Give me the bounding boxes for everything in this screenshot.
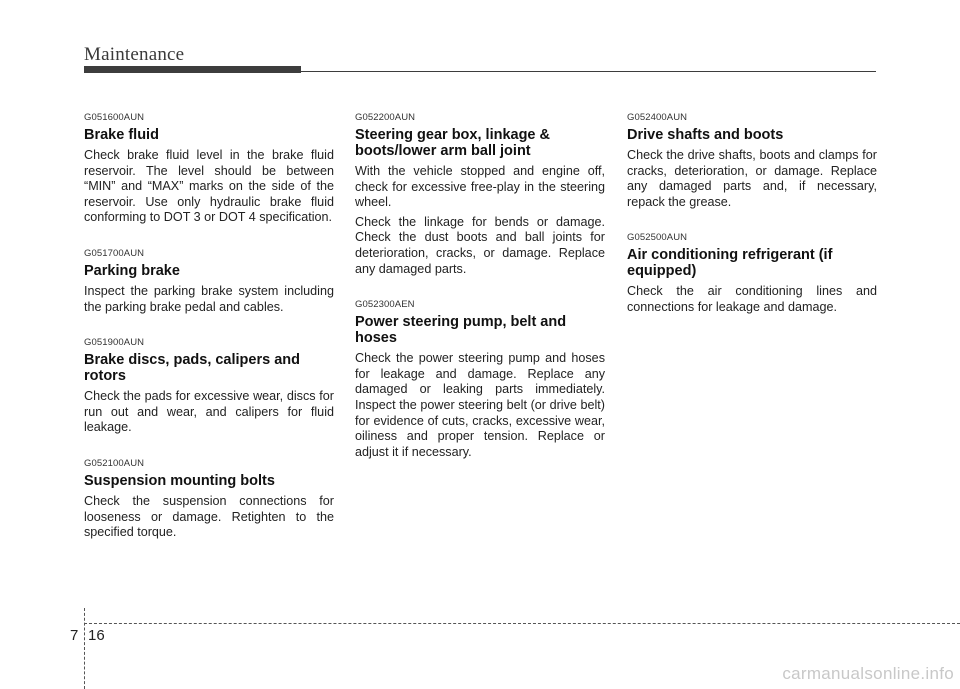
section-heading: Steering gear box, linkage & boots/lower arm ball joint [355, 127, 550, 159]
section-steering-gear [355, 112, 605, 277]
section-paragraph: Check the pads for excessive wear, discs for run out and wear, and calipers for fluid leakage. [84, 389, 334, 435]
section-heading: Power steering pump, belt and hoses [355, 314, 567, 347]
section-heading: Parking brake [84, 262, 180, 279]
page-number: 16 [88, 627, 105, 644]
column-3 [627, 112, 877, 338]
watermark: carmanualsonline.info [782, 664, 954, 683]
page-header-title: Maintenance [84, 44, 185, 65]
section-paragraph: Check the air conditioning lines and connections for leakage and damage. [627, 284, 877, 314]
section-heading: Air conditioning refrigerant (if equipped) [627, 247, 833, 280]
section-heading: Drive shafts and boots [627, 127, 784, 143]
section-code: G052200AUN [355, 112, 416, 123]
footer-rule [84, 623, 960, 624]
section-paragraph: Check the linkage for bends or damage. Check the dust boots and ball joints for deterioration, cracks, or damage. Replace any damaged parts. [355, 214, 605, 276]
section-paragraph: Check the power steering pump and hoses for leakage and damage. Replace any damaged or leaking parts immediately. Inspect the power steering belt (or drive belt) for evidence of cuts, cracks, excessive wear, oiliness and proper tension. Replace or adjust it if necessary. [355, 351, 605, 459]
chapter-number: 7 [70, 627, 79, 644]
section-code: G051900AUN [84, 337, 145, 349]
header-bar [84, 66, 301, 73]
section-drive-shafts [627, 112, 877, 210]
section-paragraph: Check brake fluid level in the brake fluid reservoir. The level should be between “MIN” and “MAX” marks on the side of the reservoir. Use only hydraulic brake fluid conforming to DOT 3 or DOT 4 specification. [84, 148, 334, 225]
section-heading: Suspension mounting bolts [84, 472, 275, 489]
header-rule [301, 71, 876, 72]
section-parking-brake [84, 248, 334, 315]
section-paragraph: Check the suspension connections for looseness or damage. Retighten to the specified torque. [84, 493, 334, 540]
section-paragraph: With the vehicle stopped and engine off, check for excessive free-play in the steering wheel. [355, 164, 605, 210]
section-code: G052400AUN [627, 112, 688, 123]
footer-vertical-rule [84, 608, 85, 689]
section-air-conditioning [627, 232, 877, 315]
section-brake-discs [84, 337, 334, 436]
column-2 [355, 112, 605, 482]
column-1 [84, 112, 334, 563]
section-code: G052300AEN [355, 299, 415, 311]
section-code: G051700AUN [84, 247, 145, 259]
section-code: G052500AUN [627, 232, 688, 244]
section-code: G052100AUN [84, 457, 145, 469]
section-heading: Brake fluid [84, 127, 159, 143]
section-power-steering [355, 299, 605, 460]
section-heading: Brake discs, pads, calipers and rotors [84, 352, 300, 385]
section-suspension-bolts [84, 458, 334, 541]
section-brake-fluid [84, 112, 334, 226]
section-paragraph: Inspect the parking brake system including the parking brake pedal and cables. [84, 283, 334, 314]
section-paragraph: Check the drive shafts, boots and clamps for cracks, deterioration, or damage. Replace any damaged parts and, if necessary, repack the grease. [627, 148, 877, 209]
section-code: G051600AUN [84, 112, 145, 123]
